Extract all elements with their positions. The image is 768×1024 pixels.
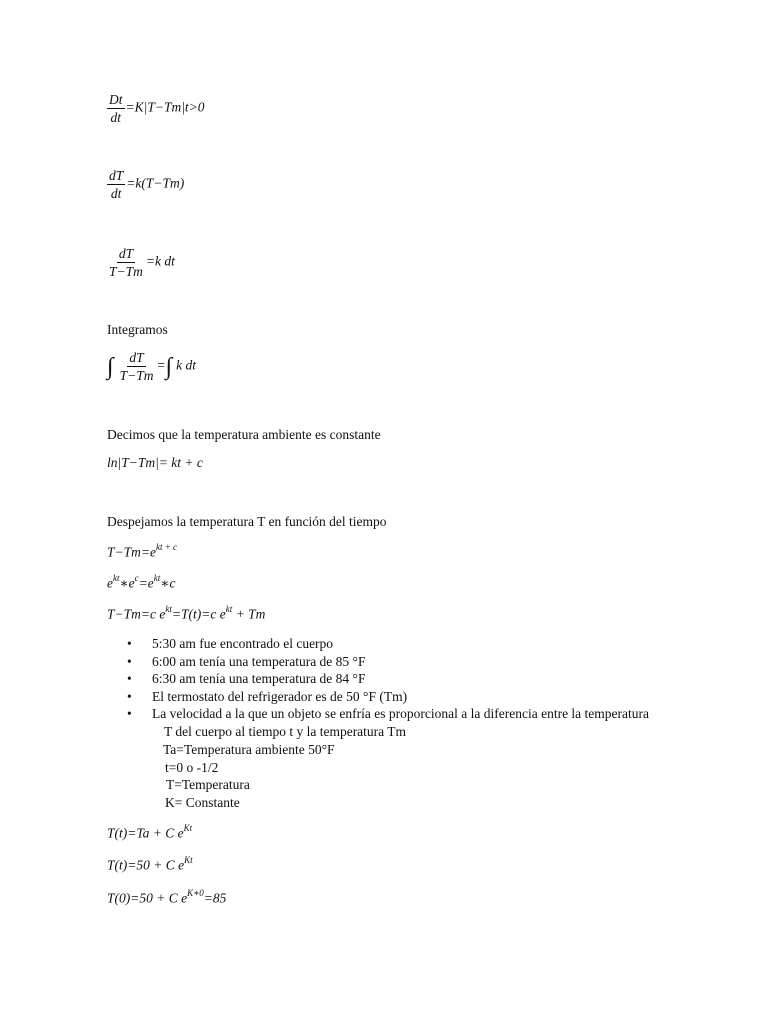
list-item bbox=[127, 635, 649, 653]
equation-dt-dt bbox=[107, 92, 205, 125]
integral-sign: ∫ bbox=[107, 353, 114, 380]
equation-exponential bbox=[107, 543, 177, 561]
list-item bbox=[127, 670, 649, 688]
eq2-numerator: dT bbox=[109, 168, 124, 183]
text-despejamos: Despejamos la temperatura T en función del tiempo bbox=[107, 514, 387, 529]
eq3-rhs: =k dt bbox=[145, 253, 175, 269]
eq7-exp-c: kt bbox=[153, 573, 161, 583]
eq8-term-b: =T(t)=c e bbox=[171, 606, 226, 622]
equation-solution bbox=[107, 605, 265, 623]
eq4-denominator: T−Tm bbox=[119, 368, 154, 383]
eq8-term-c: + Tm bbox=[232, 606, 266, 622]
eq2-denominator: dt bbox=[110, 186, 122, 201]
bullet-icon: • bbox=[127, 671, 132, 686]
eq8-exp-b: kt bbox=[225, 604, 233, 614]
eq7-term-d: ∗c bbox=[160, 575, 176, 591]
equation-t0 bbox=[107, 889, 226, 907]
bullet-icon: • bbox=[127, 653, 132, 669]
eq8-exp-a: kt bbox=[165, 604, 172, 614]
integral-sign-2: ∫ bbox=[165, 353, 173, 380]
definition-temperature: T=Temperatura bbox=[166, 777, 250, 792]
text-decimos: Decimos que la temperatura ambiente es constante bbox=[107, 427, 381, 442]
bullet-text: La velocidad a la que un objeto se enfría es proporcional a la diferencia entre la temperatura bbox=[152, 706, 650, 721]
eq7-exp-b: c bbox=[134, 573, 139, 583]
eq10-term-a: T(t)=50 + C e bbox=[107, 857, 185, 873]
eq4-rhs: k dt bbox=[176, 357, 197, 373]
eq4-numerator: dT bbox=[129, 350, 144, 365]
text-integramos: Integramos bbox=[107, 322, 168, 337]
list-item bbox=[127, 705, 649, 740]
definition-ta: Ta=Temperatura ambiente 50°F bbox=[163, 742, 335, 757]
equation-tt-ta bbox=[107, 824, 192, 842]
eq11-exp-a: K∗0 bbox=[187, 888, 204, 898]
bullet-text: 6:00 am tenía una temperatura de 85 °F bbox=[152, 653, 366, 669]
eq6-base: T−Tm=e bbox=[107, 544, 156, 560]
list-item bbox=[127, 688, 649, 706]
eq3-numerator: dT bbox=[118, 246, 134, 261]
eq7-term-c: =e bbox=[138, 575, 154, 591]
eq8-term-a: T−Tm=c e bbox=[107, 606, 166, 622]
definition-k: K= Constante bbox=[165, 795, 240, 810]
eq10-exp-a: Kt bbox=[184, 855, 193, 865]
eq1-denominator: dt bbox=[110, 110, 121, 125]
equation-separated bbox=[107, 246, 175, 279]
eq7-term-b: ∗e bbox=[119, 575, 135, 591]
eq3-denominator: T−Tm bbox=[109, 264, 143, 279]
bullet-continuation: T del cuerpo al tiempo t y la temperatura Tm bbox=[164, 723, 407, 739]
eq6-exponent: kt + c bbox=[155, 542, 178, 552]
equation-product bbox=[107, 574, 175, 592]
eq1-rhs: =K|T−Tm|t>0 bbox=[125, 99, 205, 115]
eq11-term-b: =85 bbox=[203, 890, 227, 906]
bullet-text: 6:30 am tenía una temperatura de 84 °F bbox=[152, 671, 366, 686]
bullet-text: El termostato del refrigerador es de 50 °F (Tm) bbox=[152, 688, 408, 704]
equation-integral bbox=[107, 350, 196, 383]
list-item bbox=[127, 653, 649, 671]
equation-dT-dt bbox=[107, 168, 184, 201]
eq11-term-a: T(0)=50 + C e bbox=[107, 890, 188, 906]
bullet-icon: • bbox=[127, 706, 132, 721]
eq9-term-a: T(t)=Ta + C e bbox=[107, 825, 184, 841]
bullet-list bbox=[127, 635, 649, 740]
eq2-rhs: =k(T−Tm) bbox=[126, 175, 185, 191]
definition-t: t=0 o -1/2 bbox=[165, 760, 219, 775]
eq1-numerator: Dt bbox=[109, 92, 123, 107]
equation-tt-50 bbox=[107, 856, 193, 874]
equation-ln: ln|T−Tm|= kt + c bbox=[107, 455, 203, 470]
eq4-equals: = bbox=[156, 357, 166, 373]
bullet-text: 5:30 am fue encontrado el cuerpo bbox=[152, 636, 334, 651]
eq9-exp-a: Kt bbox=[183, 823, 193, 833]
bullet-icon: • bbox=[127, 688, 132, 704]
eq7-exp-a: kt bbox=[113, 573, 120, 583]
bullet-icon: • bbox=[127, 636, 132, 651]
eq7-term-a: e bbox=[107, 575, 113, 591]
